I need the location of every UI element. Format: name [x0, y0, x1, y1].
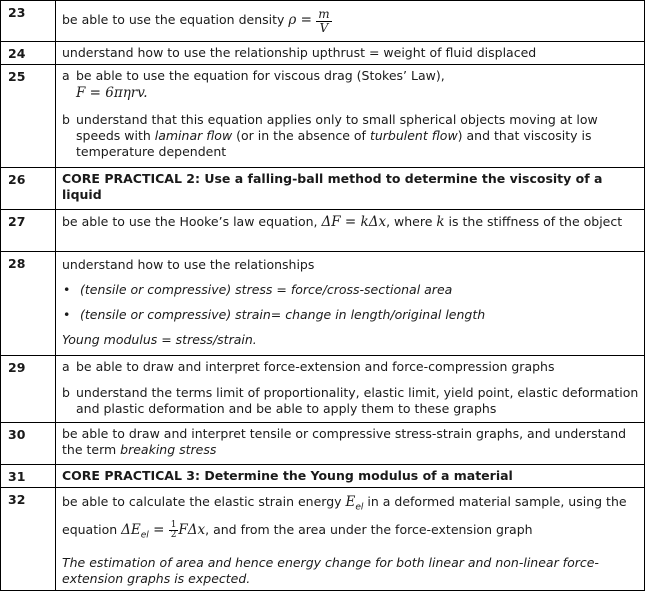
elastic-energy-symbol: E	[345, 494, 356, 510]
row-text: is the stiffness of the object	[444, 214, 623, 229]
sub-text: understand the terms limit of proportionality, elastic limit, yield point, elastic deformation and plastic deformation and be able to apply them to these graphs	[76, 385, 639, 416]
energy-equation-rhs: FΔx	[178, 521, 206, 538]
row-number: 29	[1, 356, 56, 423]
sub-label: a	[62, 68, 70, 83]
row-content: understand how to use the relationship upthrust = weight of fluid displaced	[56, 42, 645, 65]
table-row	[1, 65, 645, 168]
density-symbol: ρ	[288, 12, 297, 28]
equals-sign: =	[296, 12, 317, 28]
strain-relationship: (tensile or compressive) strain= change in length/original length	[80, 307, 486, 322]
table-row	[1, 210, 645, 252]
sub-label: b	[62, 112, 70, 127]
laminar-flow-term: laminar flow	[154, 128, 233, 143]
sub-text: be able to draw and interpret force-extension and force-compression graphs	[76, 359, 555, 374]
fraction-numerator: m	[318, 7, 330, 21]
table-row	[1, 42, 645, 65]
table-row	[1, 465, 645, 488]
table-row	[1, 168, 645, 210]
row-text: in a deformed material sample, using the equation	[62, 494, 627, 537]
sub-text: (or in the absence of	[232, 128, 370, 143]
bullet-icon: •	[63, 307, 71, 322]
row-content	[56, 252, 645, 356]
stiffness-symbol: k	[436, 214, 445, 230]
table-row	[1, 252, 645, 356]
table-row	[1, 488, 645, 591]
guidance-note: The estimation of area and hence energy change for both linear and non-linear force-extension graphs is expected.	[62, 555, 599, 586]
young-modulus-relationship: Young modulus = stress/strain.	[62, 332, 257, 347]
row-number: 25	[1, 65, 56, 168]
row-content	[56, 210, 645, 252]
row-content	[56, 488, 645, 591]
list-item	[62, 277, 640, 302]
fraction-denominator: 2	[170, 529, 177, 540]
table-row	[1, 1, 645, 42]
sub-item-b	[62, 385, 640, 417]
row-text: , and from the area under the force-extension graph	[205, 521, 533, 537]
sub-text: ) and that viscosity is temperature dependent	[76, 128, 592, 159]
sub-label: a	[62, 359, 70, 374]
row-number: 24	[1, 42, 56, 65]
hookes-law-equation: ΔF = kΔx	[321, 214, 387, 230]
stress-relationship: (tensile or compressive) stress = force/cross-sectional area	[80, 282, 453, 297]
energy-equation-subscript: el	[140, 530, 149, 540]
row-text: be able to draw and interpret tensile or compressive stress-strain graphs, and understand the term	[62, 426, 627, 457]
row-content	[56, 1, 645, 42]
elastic-energy-subscript: el	[355, 502, 364, 513]
fraction-denominator: V	[319, 21, 329, 35]
row-text: understand how to use the relationships	[62, 257, 315, 272]
half-fraction	[169, 521, 179, 540]
row-number: 28	[1, 252, 56, 356]
density-fraction	[316, 8, 331, 35]
row-number: 32	[1, 488, 56, 591]
sub-item-a	[62, 68, 640, 103]
sub-label: b	[62, 385, 70, 400]
sub-item-a	[62, 359, 640, 375]
stokes-equation: F = 6πηrv.	[76, 85, 148, 101]
row-content: CORE PRACTICAL 2: Use a falling-ball method to determine the viscosity of a liquid	[56, 168, 645, 210]
breaking-stress-term: breaking stress	[120, 442, 217, 457]
sub-text: be able to use the equation for viscous drag (Stokes’ Law),	[76, 68, 445, 83]
row-number: 26	[1, 168, 56, 210]
list-item	[62, 302, 640, 327]
row-content	[56, 423, 645, 465]
row-text: be able to use the equation density	[62, 12, 289, 27]
table-row	[1, 423, 645, 465]
row-text: be able to use the Hooke’s law equation,	[62, 214, 322, 229]
row-content	[56, 356, 645, 423]
row-content: CORE PRACTICAL 3: Determine the Young modulus of a material	[56, 465, 645, 488]
equals-sign: =	[148, 521, 169, 538]
row-text: , where	[386, 214, 437, 229]
energy-equation-lhs: ΔE	[121, 521, 141, 538]
bullet-icon: •	[63, 282, 71, 297]
fraction-numerator: 1	[170, 519, 177, 530]
sub-item-b	[62, 112, 640, 160]
row-text: be able to calculate the elastic strain energy	[62, 494, 346, 509]
row-number: 23	[1, 1, 56, 42]
turbulent-flow-term: turbulent flow	[369, 128, 458, 143]
table-row	[1, 356, 645, 423]
row-number: 31	[1, 465, 56, 488]
sub-text: understand that this equation applies only to small spherical objects moving at low speeds with	[76, 112, 598, 143]
row-number: 27	[1, 210, 56, 252]
row-number: 30	[1, 423, 56, 465]
row-content	[56, 65, 645, 168]
